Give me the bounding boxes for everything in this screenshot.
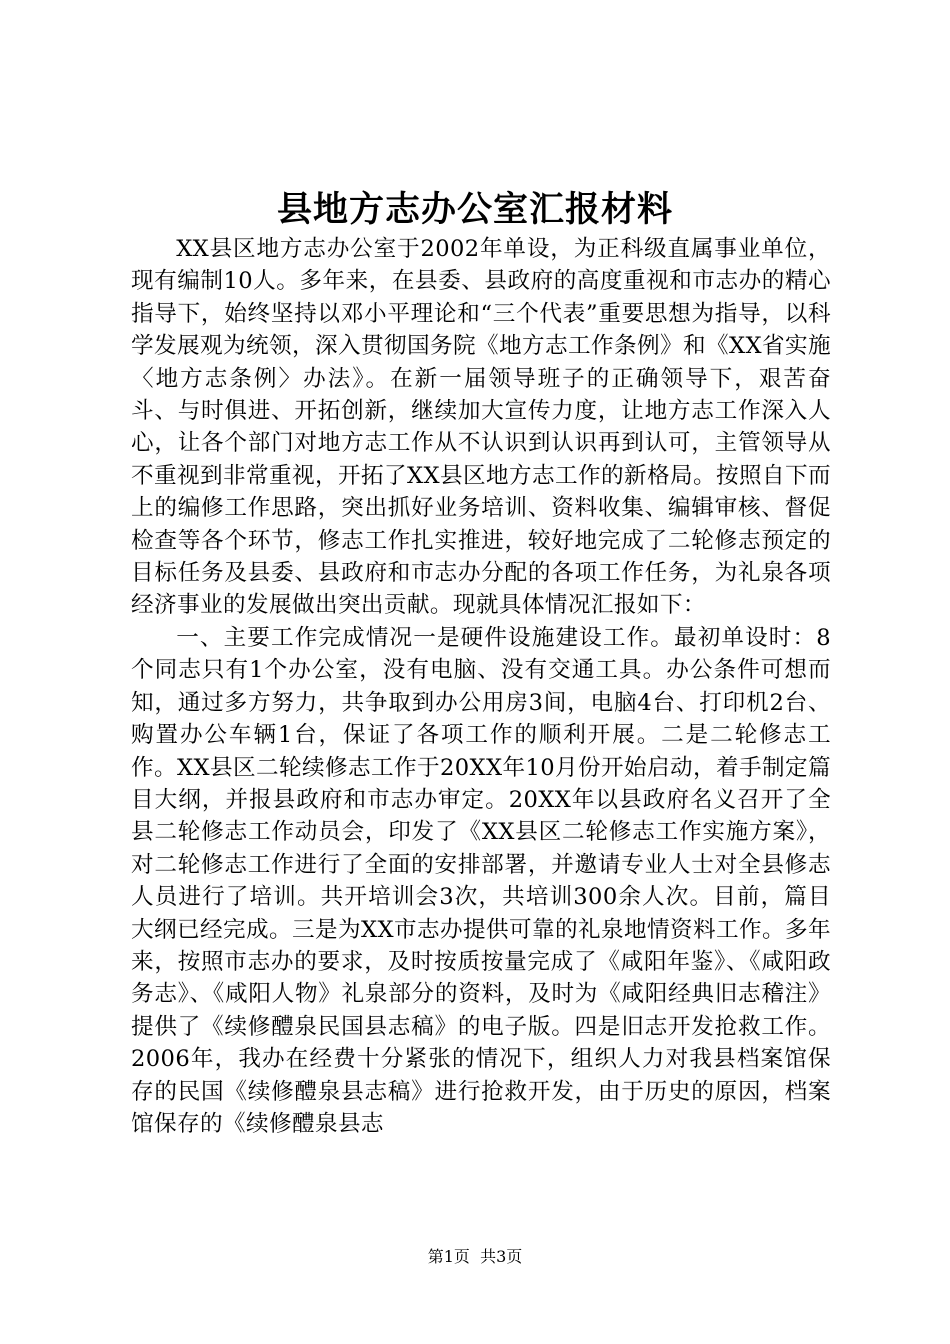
paragraph-main-work: 一、主要工作完成情况一是硬件设施建设工作。最初单设时：8个同志只有1个办公室，没有电脑、没有交通工具。办公条件可想而知，通过多方努力，共争取到办公用房3间，电脑4台、打印机2台、购置办公车辆1台，保证了各项工作的顺利开展。二是二轮修志工作。XX县区二轮续修志工作于20XX年10月份开始启动，着手制定篇目大纲，并报县政府和市志办审定。20XX年以县政府名义召开了全县二轮修志工作动员会，印发了《XX县区二轮修志工作实施方案》，对二轮修志工作进行了全面的安排部署，并邀请专业人士对全县修志人员进行了培训。共开培训会3次，共培训300余人次。目前，篇目大纲已经完成。三是为XX市志办提供可靠的礼泉地情资料工作。多年来，按照市志办的要求，及时按质按量完成了《咸阳年鉴》、《咸阳政务志》、《咸阳人物》礼泉部分的资料，及时为《咸阳经典旧志稽注》提供了《续修醴泉民国县志稿》的电子版。四是旧志开发抢救工作。2006年，我办在经费十分紧张的情况下，组织人力对我县档案馆保存的民国《续修醴泉县志稿》进行抢救开发，由于历史的原因，档案馆保存的《续修醴泉县志 (131, 624, 831, 1137)
document-title: 县地方志办公室汇报材料 (276, 189, 673, 230)
page-footer (0, 1246, 950, 1268)
page-number-current: 第1页 (427, 1247, 470, 1266)
document-body (131, 233, 831, 1140)
page-number-total: 共3页 (480, 1247, 523, 1266)
footer-separator (470, 1247, 480, 1266)
paragraph-intro: XX县区地方志办公室于2002年单设，为正科级直属事业单位，现有编制10人。多年来，在县委、县政府的高度重视和市志办的精心指导下，始终坚持以邓小平理论和“三个代表”重要思想为指导，以科学发展观为统领，深入贯彻国务院《地方志工作条例》和《XX省实施〈地方志条例〉办法》。在新一届领导班子的正确领导下，艰苦奋斗、与时俱进、开拓创新，继续加大宣传力度，让地方志工作深入人心，让各个部门对地方志工作从不认识到认识再到认可，主管领导从不重视到非常重视，开拓了XX县区地方志工作的新格局。按照自下而上的编修工作思路，突出抓好业务培训、资料收集、编辑审核、督促检查等各个环节，修志工作扎实推进，较好地完成了二轮修志预定的目标任务及县委、县政府和市志办分配的各项工作任务，为礼泉各项经济事业的发展做出突出贡献。现就具体情况汇报如下： (131, 236, 831, 619)
